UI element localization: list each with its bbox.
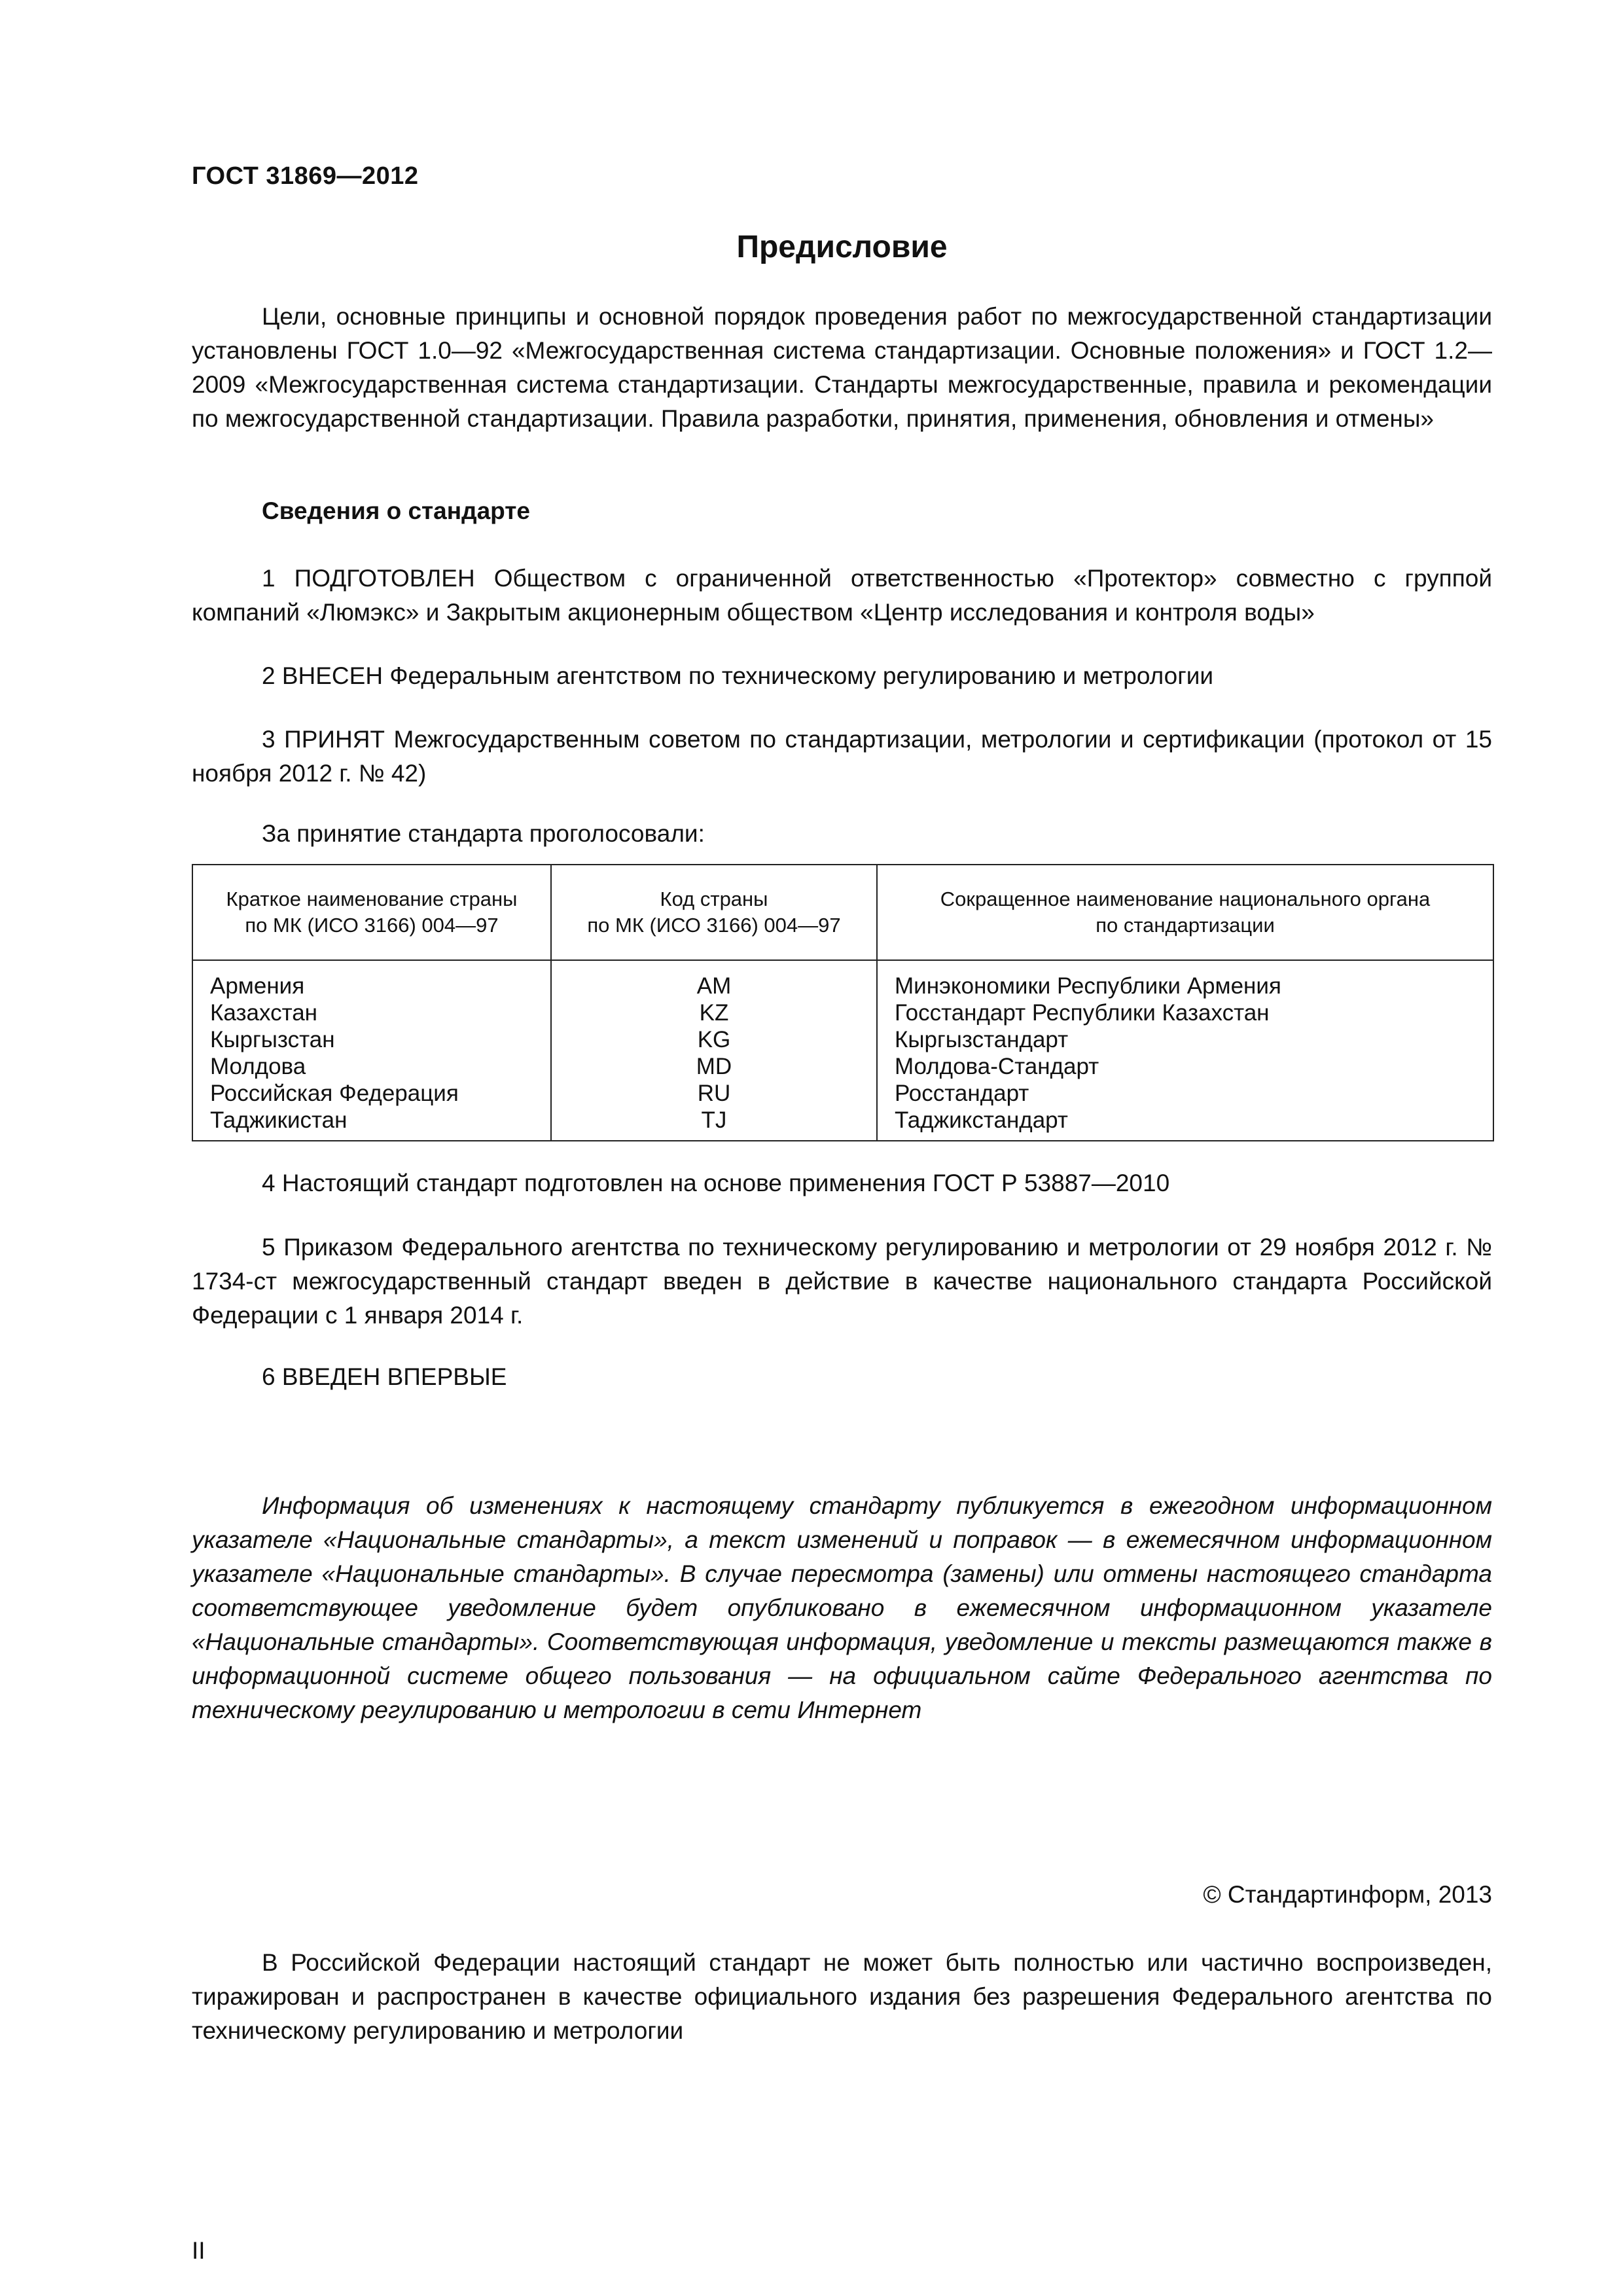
header-body-line-2: по стандартизации [1096, 914, 1275, 937]
header-country-line-2: по МК (ИСО 3166) 004—97 [245, 914, 499, 937]
country-name: Казахстан [210, 1000, 318, 1026]
standard-code-header: ГОСТ 31869—2012 [192, 162, 419, 190]
item-1-prepared: 1 ПОДГОТОВЛЕН Обществом с ограниченной ответственностью «Протектор» совместно с группой компаний «Люмэкс» и Закрытым акционерным обществом «Центр исследования и контроля воды» [192, 565, 1492, 626]
standards-body-name: Госстандарт Республики Казахстан [895, 1000, 1270, 1026]
header-country [192, 865, 551, 960]
header-code-line-1: Код страны [660, 888, 768, 910]
votes-table [192, 864, 1494, 1141]
country-name: Кыргызстан [210, 1027, 335, 1052]
header-body-line-1: Сокращенное наименование национального органа [940, 888, 1431, 910]
item-5-order: 5 Приказом Федерального агентства по техническому регулированию и метрологии от 29 ноября 2012 г. № 1734-ст межгосударственный стандарт введен в действие в качестве национального стандарта Российской Федерации с 1 января 2014 г. [192, 1234, 1492, 1329]
country-code: TJ [701, 1107, 727, 1133]
country-name: Армения [210, 973, 305, 999]
country-cell [192, 960, 551, 1141]
header-code [551, 865, 877, 960]
country-name: Российская Федерация [210, 1081, 459, 1106]
intro-paragraph: Цели, основные принципы и основной порядок проведения работ по межгосударственной стандартизации установлены ГОСТ 1.0—92 «Межгосударственная система стандартизации. Основные положения» и ГОСТ 1.2—2009 «Межгосударственная система стандартизации. Стандарты межгосударственные, правила и рекомендации по межгосударственной стандартизации. Правила разработки, принятия, применения, обновления и отмены» [192, 303, 1492, 432]
country-code: AM [696, 973, 732, 999]
item-6-introduced: 6 ВВЕДЕН ВПЕРВЫЕ [262, 1363, 507, 1390]
vote-intro: За принятие стандарта проголосовали: [262, 820, 705, 847]
header-body [877, 865, 1493, 960]
standards-body-name: Кыргызстандарт [895, 1027, 1069, 1052]
standards-body-name: Росстандарт [895, 1081, 1029, 1106]
country-code: KG [697, 1027, 731, 1052]
changes-info-paragraph: Информация об изменениях к настоящему стандарту публикуется в ежегодном информационном указателе «Национальные стандарты», а текст изменений и поправок — в ежемесячном информационном указателе «Национальные стандарты». В случае пересмотра (замены) или отмены настоящего стандарта соответствующее уведомление будет опубликовано в ежемесячном информационном указателе «Национальные стандарты». Соответствующая информация, уведомление и тексты размещаются также в информационной системе общего пользования — на официальном сайте Федерального агентства по техническому регулированию и метрологии в сети Интернет [192, 1492, 1492, 1723]
country-code: RU [697, 1081, 731, 1106]
standards-body-name: Таджикстандарт [895, 1107, 1068, 1133]
standards-body-name: Минэкономики Республики Армения [895, 973, 1281, 999]
item-4-basis: 4 Настоящий стандарт подготовлен на основе применения ГОСТ Р 53887—2010 [262, 1170, 1170, 1196]
header-code-line-2: по МК (ИСО 3166) 004—97 [587, 914, 841, 937]
legal-notice: В Российской Федерации настоящий стандарт не может быть полностью или частично воспроизведен, тиражирован и распространен в качестве официального издания без разрешения Федерального агентства по техническому регулированию и метрологии [192, 1949, 1492, 2044]
country-code: MD [696, 1054, 732, 1079]
table-row [192, 960, 1493, 1141]
country-code: KZ [699, 1000, 729, 1026]
item-3-adopted: 3 ПРИНЯТ Межгосударственным советом по стандартизации, метрологии и сертификации (протокол от 15 ноября 2012 г. № 42) [192, 726, 1492, 787]
item-2-submitted: 2 ВНЕСЕН Федеральным агентством по техническому регулированию и метрологии [262, 662, 1214, 689]
standards-body-name: Молдова-Стандарт [895, 1054, 1099, 1079]
code-cell [551, 960, 877, 1141]
body-cell [877, 960, 1493, 1141]
table-header-row [192, 865, 1493, 960]
country-name: Таджикистан [210, 1107, 348, 1133]
subheading-standard-info: Сведения о стандарте [262, 497, 530, 524]
page-number: II [192, 2237, 205, 2264]
header-country-line-1: Краткое наименование страны [226, 888, 518, 910]
country-name: Молдова [210, 1054, 306, 1079]
copyright-notice: © Стандартинформ, 2013 [1203, 1881, 1492, 1908]
page-title: Предисловие [736, 230, 948, 264]
